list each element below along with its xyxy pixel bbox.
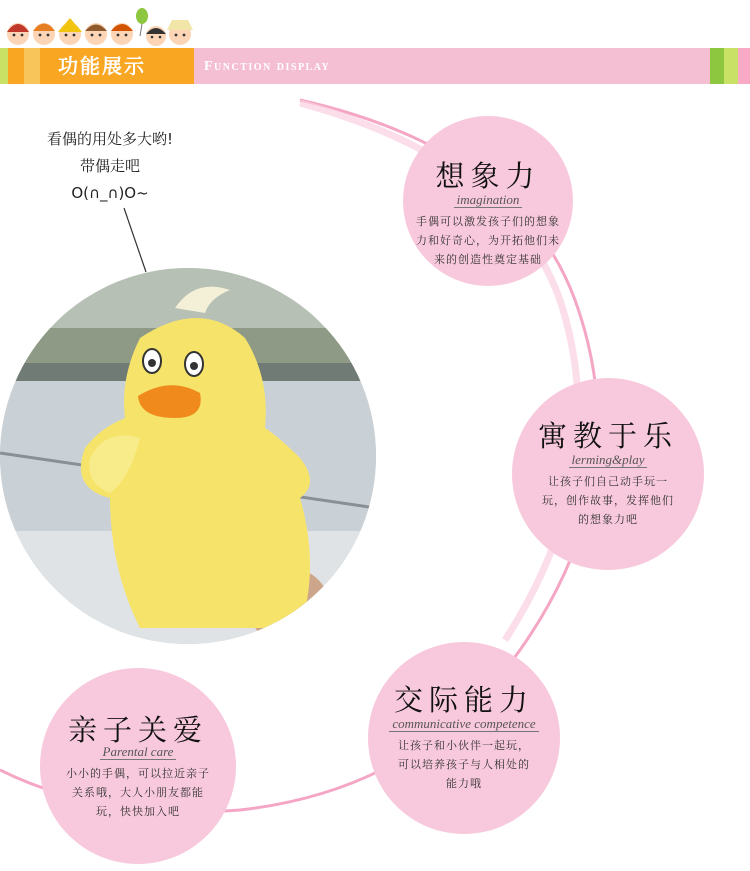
feature-parental-care (40, 668, 236, 864)
feature-title: 想象力 (435, 159, 541, 193)
duck-puppet-photo (0, 268, 376, 644)
feature-title: 亲子关爱 (67, 713, 208, 747)
feature-communicative-competence (368, 642, 560, 834)
feature-description (403, 212, 573, 269)
section-title: 功能展示 (58, 54, 146, 78)
feature-description (512, 472, 704, 529)
feature-desc-line: 关系哦，大人小朋友都能 (72, 786, 204, 799)
feature-subtitle: Parental care (100, 744, 177, 760)
feature-description (40, 764, 236, 821)
feature-desc-line: 让孩子和小伙伴一起玩， (398, 739, 530, 752)
feature-desc-line: 让孩子们自己动手玩一 (548, 475, 668, 488)
speech-emoticon: O(∩_∩)O~ (71, 184, 149, 202)
feature-desc-line: 力和好奇心，为开拓他们未 (416, 234, 560, 247)
feature-desc-line: 能力哦 (446, 777, 482, 790)
duck-puppet-icon (0, 268, 376, 644)
feature-desc-line: 可以培养孩子与人相处的 (398, 758, 530, 771)
feature-description (368, 736, 560, 793)
feature-imagination (403, 116, 573, 286)
feature-desc-line: 来的创造性奠定基础 (434, 253, 542, 266)
feature-title: 寓教于乐 (537, 419, 678, 453)
feature-learning-play (512, 378, 704, 570)
feature-desc-line: 玩，快快加入吧 (96, 805, 180, 818)
feature-subtitle: lerming&play (569, 452, 648, 468)
feature-desc-line: 小小的手偶，可以拉近亲子 (66, 767, 210, 780)
pointer-line (124, 208, 146, 272)
feature-desc-line: 手偶可以激发孩子们的想象 (416, 215, 560, 228)
feature-title: 交际能力 (393, 683, 534, 717)
feature-desc-line: 的想象力吧 (578, 513, 638, 526)
speech-text (10, 126, 210, 207)
speech-line-2: 带偶走吧 (79, 157, 140, 175)
feature-desc-line: 玩，创作故事，发挥他们 (542, 494, 674, 507)
speech-line-1: 看偶的用处多大哟! (46, 130, 173, 148)
feature-subtitle: communicative competence (389, 716, 538, 732)
feature-subtitle: imagination (454, 192, 523, 208)
section-subtitle: Function display (204, 59, 331, 74)
